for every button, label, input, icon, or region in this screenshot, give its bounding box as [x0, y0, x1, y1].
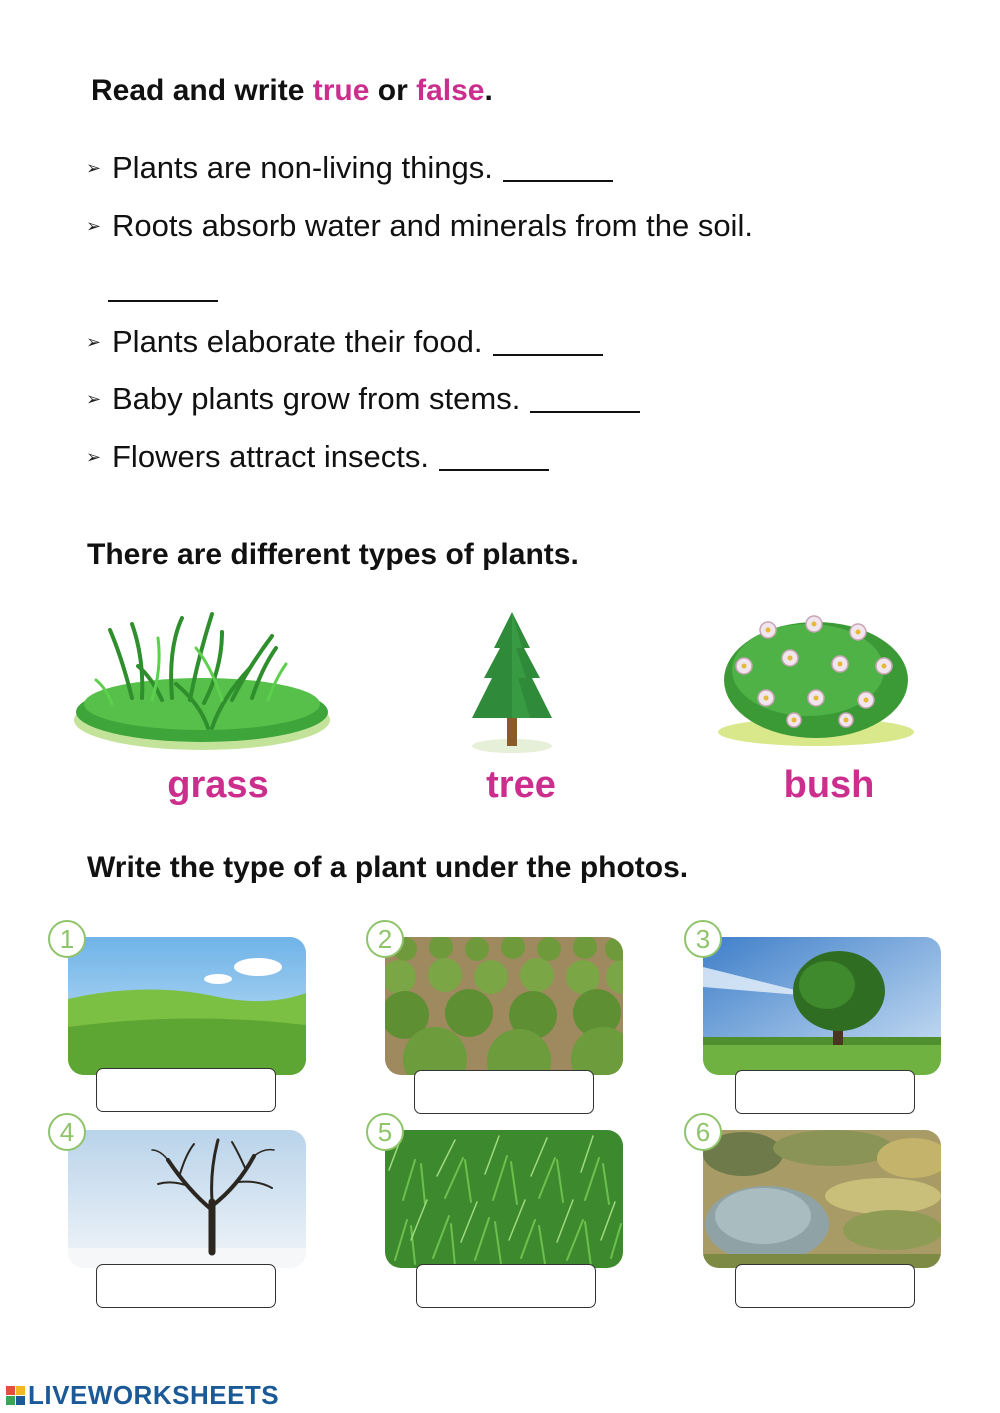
photo-number-3: 3 [684, 920, 722, 958]
statement-text: Roots absorb water and minerals from the soil. [112, 208, 753, 243]
tree-illustration [460, 608, 560, 761]
photo-5 [385, 1130, 623, 1268]
statement-2 [86, 208, 753, 244]
plant-types-heading: There are different types of plants. [87, 538, 579, 571]
bullet-arrow-icon: ➢ [86, 331, 102, 352]
answer-box-5[interactable] [416, 1264, 596, 1308]
bullet-arrow-icon: ➢ [86, 388, 102, 409]
answer-blank[interactable] [503, 154, 613, 182]
answer-box-3[interactable] [735, 1070, 915, 1114]
statement-5 [86, 439, 549, 475]
word-true: true [312, 74, 370, 107]
heading-text: or [369, 74, 417, 107]
label-bush: bush [783, 764, 875, 806]
bullet-arrow-icon: ➢ [86, 446, 102, 467]
logo-text: LIVEWORKSHEETS [28, 1380, 280, 1410]
answer-box-1[interactable] [96, 1068, 276, 1112]
photo-number-4: 4 [48, 1113, 86, 1151]
statement-text: Plants are non-living things. [112, 150, 493, 185]
heading-text: . [484, 74, 493, 107]
statement-text: Plants elaborate their food. [112, 324, 483, 359]
answer-blank[interactable] [493, 328, 603, 356]
statement-text: Flowers attract insects. [112, 439, 429, 474]
answer-blank[interactable] [439, 443, 549, 471]
word-false: false [416, 74, 485, 107]
answer-box-4[interactable] [96, 1264, 276, 1308]
photo-3 [703, 937, 941, 1075]
photo-number-5: 5 [366, 1113, 404, 1151]
statement-3 [86, 324, 603, 360]
answer-box-6[interactable] [735, 1264, 915, 1308]
grass-illustration [72, 608, 332, 761]
photo-number-1: 1 [48, 920, 86, 958]
liveworksheets-logo [6, 1380, 279, 1411]
heading-text: Read and write [91, 74, 313, 107]
statement-text: Baby plants grow from stems. [112, 381, 521, 416]
photo-number-6: 6 [684, 1113, 722, 1151]
bush-illustration [716, 608, 916, 753]
bullet-arrow-icon: ➢ [86, 215, 102, 236]
photo-1 [68, 937, 306, 1075]
bullet-arrow-icon: ➢ [86, 157, 102, 178]
statement-4 [86, 381, 640, 417]
photo-6 [703, 1130, 941, 1268]
label-tree: tree [486, 764, 556, 806]
photo-2 [385, 937, 623, 1075]
photo-4 [68, 1130, 306, 1268]
answer-box-2[interactable] [414, 1070, 594, 1114]
photo-number-2: 2 [366, 920, 404, 958]
true-false-heading [91, 74, 493, 108]
statement-1 [86, 150, 613, 186]
statement-2-blank-row [108, 274, 218, 307]
photos-heading: Write the type of a plant under the photos. [87, 851, 689, 884]
answer-blank[interactable] [108, 274, 218, 302]
logo-grid-icon [6, 1386, 25, 1405]
label-grass: grass [167, 764, 269, 806]
answer-blank[interactable] [530, 385, 640, 413]
